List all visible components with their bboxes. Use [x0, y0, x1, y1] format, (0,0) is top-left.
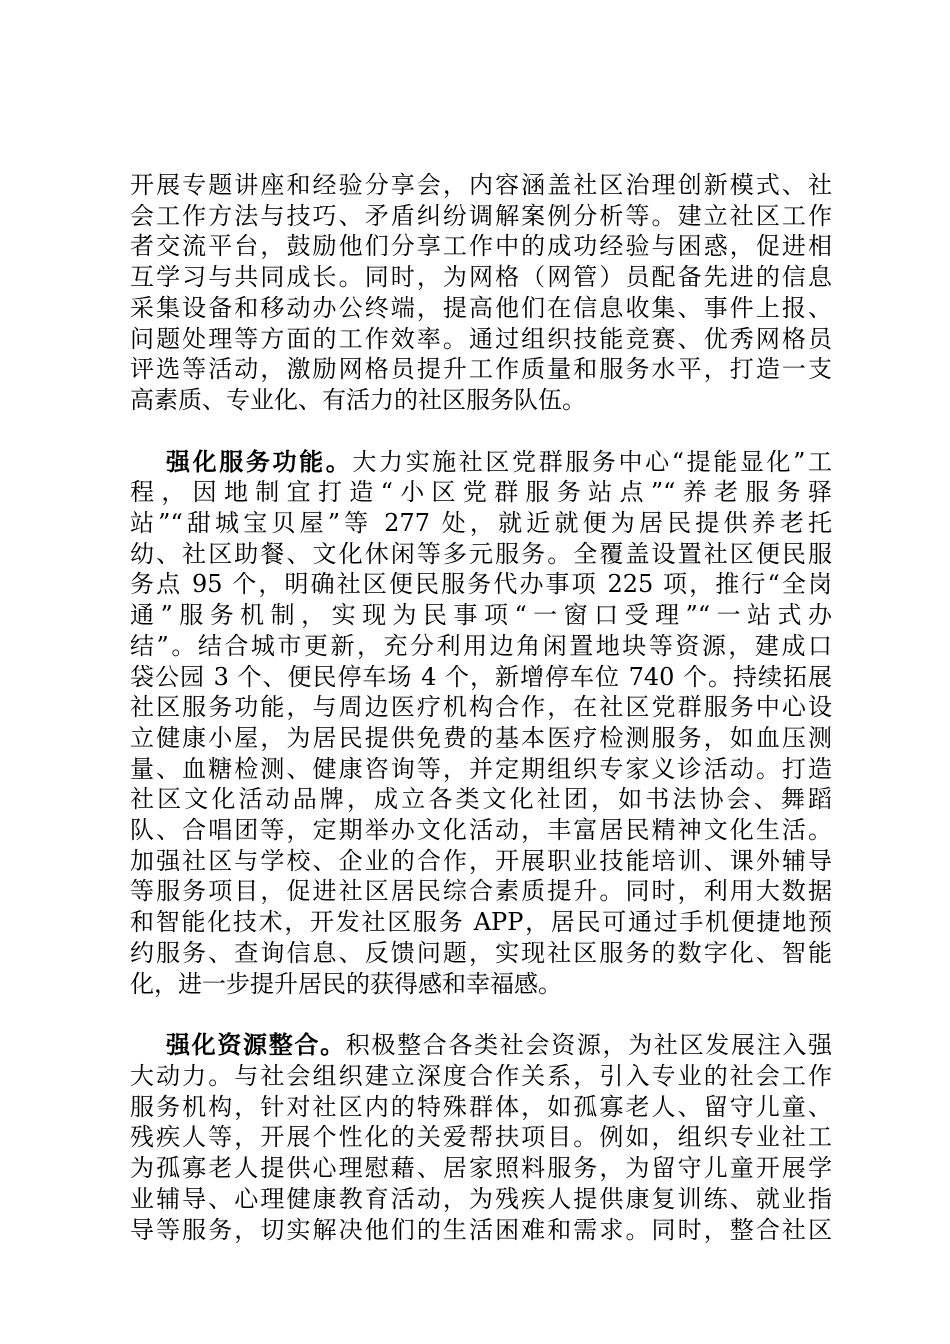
paragraph-line: 化，进一步提升居民的获得感和幸福感。 [130, 969, 562, 998]
paragraph-1 [130, 170, 832, 416]
paragraph-line: 队、合唱团等，定期举办文化活动，丰富居民精神文化生活。 [130, 816, 832, 845]
paragraph-line: 务点 95 个，明确社区便民服务代办事项 225 项，推行“全岗 [130, 570, 832, 599]
paragraph-line: 结”。结合城市更新，充分利用边角闲置地块等资源，建成口 [130, 631, 832, 660]
paragraph-line: 服务机构，针对社区内的特殊群体，如孤寡老人、留守儿童、 [130, 1092, 832, 1121]
paragraph-line: 和智能化技术，开发社区服务 APP，居民可通过手机便捷地预 [130, 908, 832, 937]
paragraph-line: 社区服务功能，与周边医疗机构合作，在社区党群服务中心设 [130, 693, 832, 722]
paragraph-line: 社区文化活动品牌，成立各类文化社团，如书法协会、舞蹈 [130, 785, 832, 814]
paragraph-line: 量、血糖检测、健康咨询等，并定期组织专家义诊活动。打造 [130, 754, 832, 783]
paragraph-line: 高素质、专业化、有活力的社区服务队伍。 [130, 385, 586, 414]
paragraph-3 [130, 1030, 832, 1245]
paragraph-line: 开展专题讲座和经验分享会，内容涵盖社区治理创新模式、社 [130, 171, 832, 199]
paragraph-line: 者交流平台，鼓励他们分享工作中的成功经验与困惑，促进相 [130, 232, 832, 261]
document-page [130, 170, 832, 1245]
paragraph-line: 评选等活动，激励网格员提升工作质量和服务水平，打造一支 [130, 355, 832, 384]
paragraph-line: 袋公园 3 个、便民停车场 4 个，新增停车位 740 个。持续拓展 [130, 662, 832, 691]
paragraph-line: 采集设备和移动办公终端，提高他们在信息收集、事件上报、 [130, 293, 832, 322]
paragraph-line-text: 大力实施社区党群服务中心“提能显化”工 [352, 447, 832, 476]
paragraph-lead-heading: 强化资源整合。 [166, 1030, 346, 1060]
paragraph-first-line [130, 1030, 832, 1061]
paragraph-line: 残疾人等，开展个性化的关爱帮扶项目。例如，组织专业社工 [130, 1123, 832, 1152]
paragraph-line-text: 积极整合各类社会资源，为社区发展注入强 [345, 1031, 833, 1060]
paragraph-line: 大动力。与社会组织建立深度合作关系，引入专业的社会工作 [130, 1061, 832, 1090]
paragraph-line: 业辅导、心理健康教育活动，为残疾人提供康复训练、就业指 [130, 1184, 832, 1213]
paragraph-line: 加强社区与学校、企业的合作，开展职业技能培训、课外辅导 [130, 846, 832, 875]
paragraph-2 [130, 447, 832, 1000]
paragraph-line: 问题处理等方面的工作效率。通过组织技能竞赛、优秀网格员 [130, 324, 832, 353]
paragraph-lead-heading: 强化服务功能。 [166, 446, 353, 476]
paragraph-line: 会工作方法与技巧、矛盾纠纷调解案例分析等。建立社区工作 [130, 201, 832, 230]
paragraph-line: 为孤寡老人提供心理慰藉、居家照料服务，为留守儿童开展学 [130, 1154, 832, 1183]
paragraph-line: 约服务、查询信息、反馈问题，实现社区服务的数字化、智能 [130, 938, 832, 967]
paragraph-line: 程，因地制宜打造“小区党群服务站点”“养老服务驿 [130, 478, 832, 507]
paragraph-line: 通”服务机制，实现为民事项“一窗口受理”“一站式办 [130, 601, 832, 630]
paragraph-first-line [130, 447, 832, 478]
paragraph-line: 互学习与共同成长。同时，为网格（网管）员配备先进的信息 [130, 263, 832, 292]
paragraph-line: 导等服务，切实解决他们的生活困难和需求。同时，整合社区 [130, 1215, 832, 1244]
paragraph-line: 站”“甜城宝贝屋”等 277 处，就近就便为居民提供养老托 [130, 509, 832, 538]
paragraph-line: 立健康小屋，为居民提供免费的基本医疗检测服务，如血压测 [130, 723, 832, 752]
paragraph-line: 幼、社区助餐、文化休闲等多元服务。全覆盖设置社区便民服 [130, 539, 832, 568]
paragraph-line: 等服务项目，促进社区居民综合素质提升。同时，利用大数据 [130, 877, 832, 906]
